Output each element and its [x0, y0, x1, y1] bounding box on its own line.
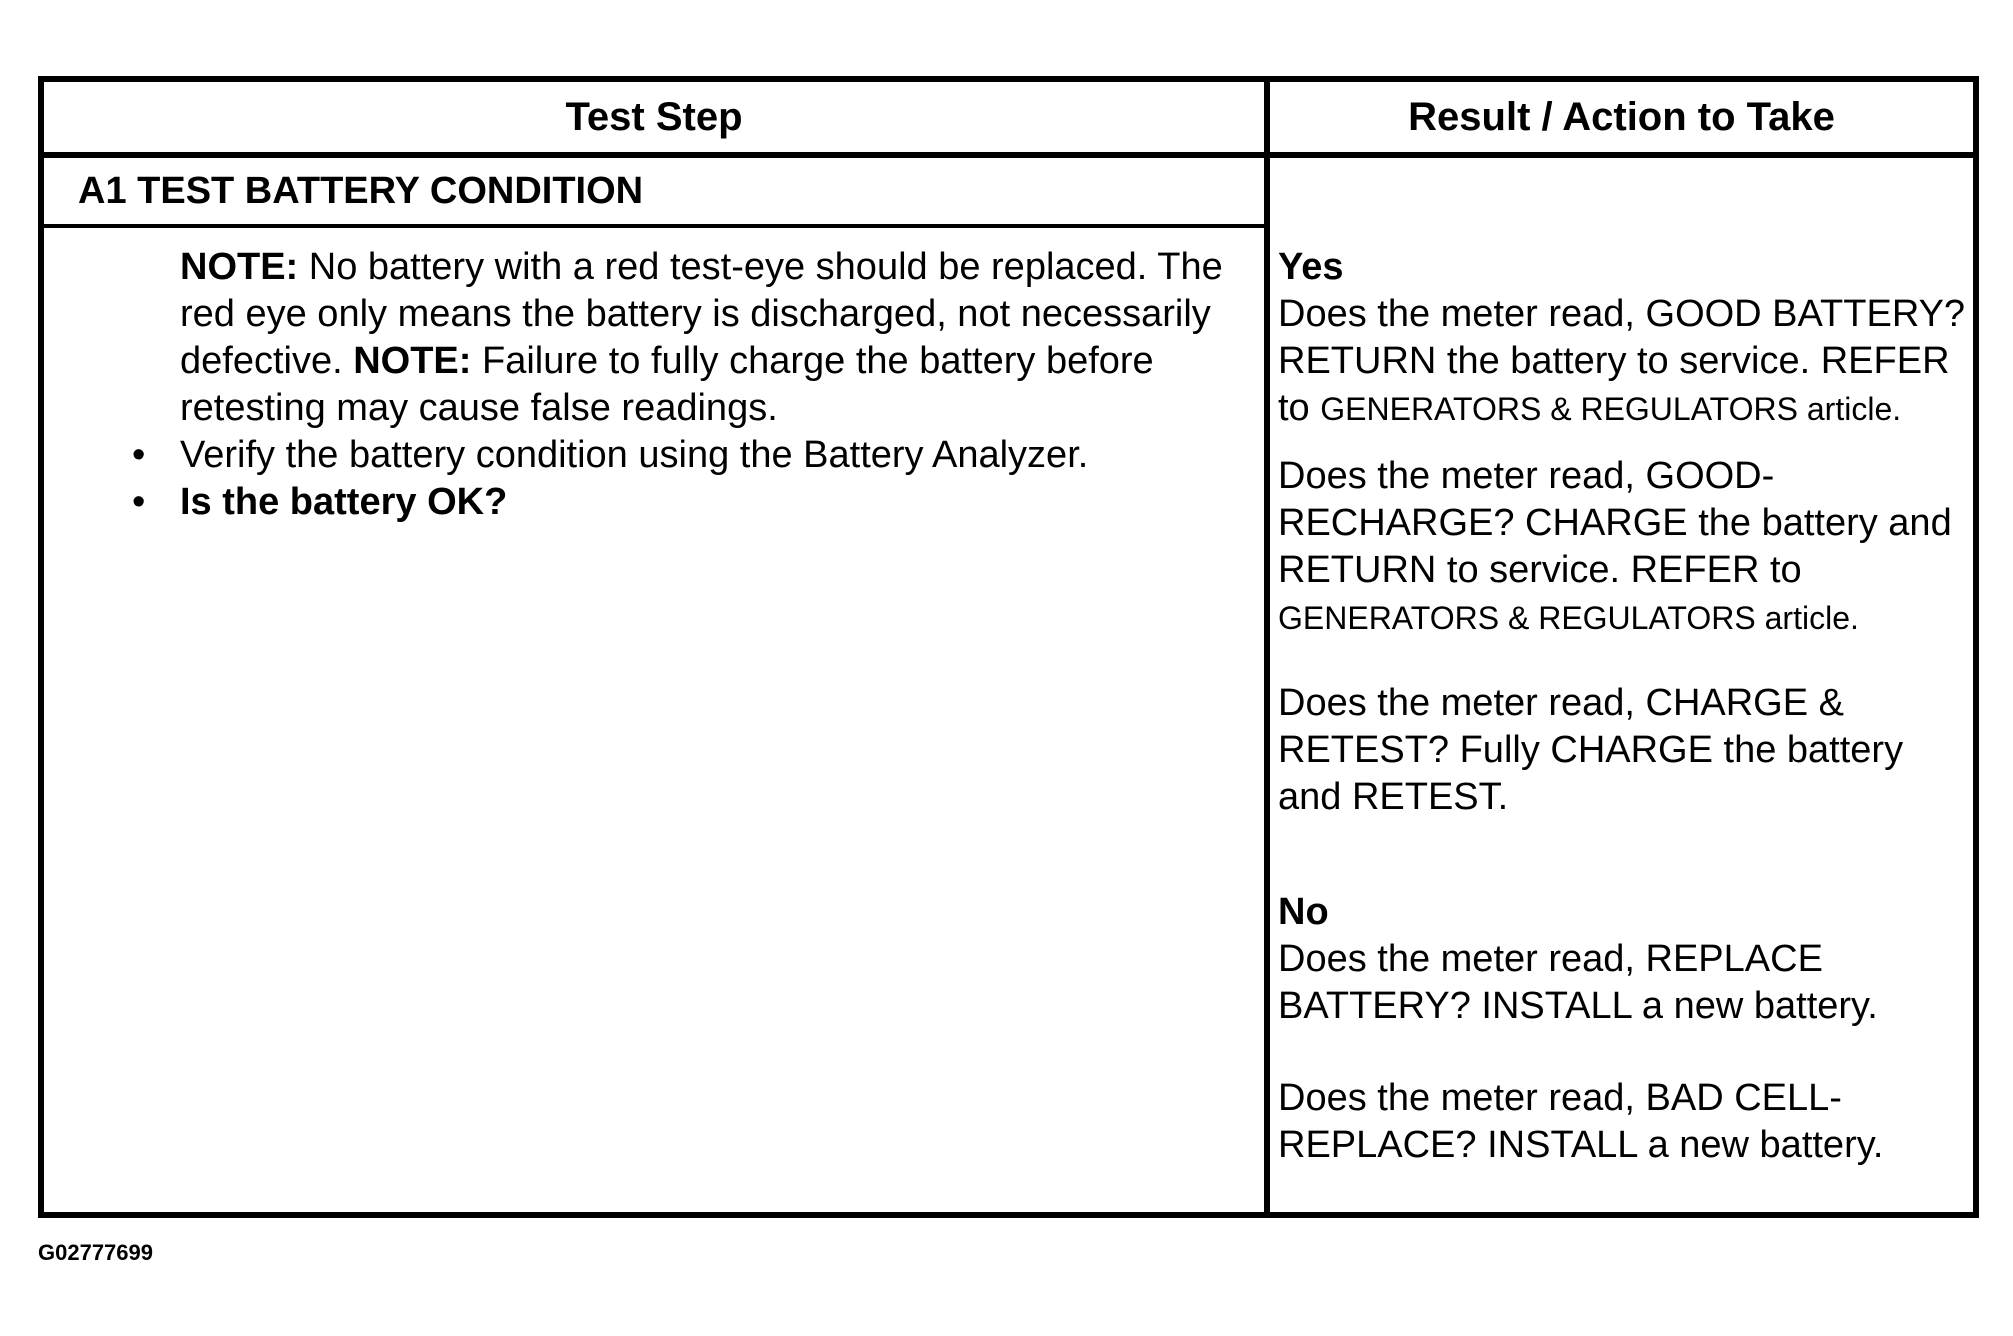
step-title-rule: [44, 224, 1264, 228]
no-label: No: [1278, 891, 1329, 933]
test-step-body: [132, 244, 1260, 526]
header-result-action: Result / Action to Take: [1408, 94, 1835, 139]
list-item: [132, 479, 1260, 526]
result-action-body: [1278, 244, 1968, 1169]
note-label: NOTE:: [180, 246, 299, 288]
bullet-text: Verify the battery condition using the Battery Analyzer.: [180, 434, 1089, 476]
result-text: Does the meter read, GOOD-RECHARGE? CHARGE the battery and RETURN to service. REFER to: [1278, 455, 1952, 591]
no-result-1: Does the meter read, REPLACE BATTERY? INSTALL a new battery.: [1278, 938, 1878, 1027]
yes-result-3: Does the meter read, CHARGE & RETEST? Fully CHARGE the battery and RETEST.: [1278, 682, 1904, 818]
result-text: Does the meter read, GOOD BATTERY? RETURN the battery to service. REFER to: [1278, 293, 1966, 429]
note-text: Failure to fully charge the battery before retesting may cause false readings.: [180, 340, 1154, 429]
step-bullet-list: [132, 432, 1260, 526]
note-label: NOTE:: [353, 340, 472, 382]
note-text: No battery with a red test-eye should be replaced. The red eye only means the battery is discharged, not necessarily defective.: [180, 246, 1223, 382]
notes-paragraph: [180, 244, 1260, 432]
bullet-icon: •: [132, 481, 146, 523]
yes-label: Yes: [1278, 246, 1344, 288]
diagnostic-table: [38, 76, 1979, 1218]
figure-id: G02777699: [38, 1240, 153, 1265]
column-divider: [1264, 82, 1270, 1212]
reference-text: GENERATORS & REGULATORS article.: [1320, 391, 1902, 427]
step-title: A1 TEST BATTERY CONDITION: [78, 169, 644, 212]
yes-result-2: [1278, 453, 1968, 642]
list-item: [132, 432, 1260, 479]
bullet-question: Is the battery OK?: [180, 481, 508, 523]
yes-result-1: [1278, 291, 1968, 433]
no-result-2: Does the meter read, BAD CELL-REPLACE? INSTALL a new battery.: [1278, 1077, 1884, 1166]
bullet-icon: •: [132, 434, 146, 476]
header-test-step: Test Step: [565, 94, 743, 139]
reference-text: GENERATORS & REGULATORS article.: [1278, 600, 1859, 636]
